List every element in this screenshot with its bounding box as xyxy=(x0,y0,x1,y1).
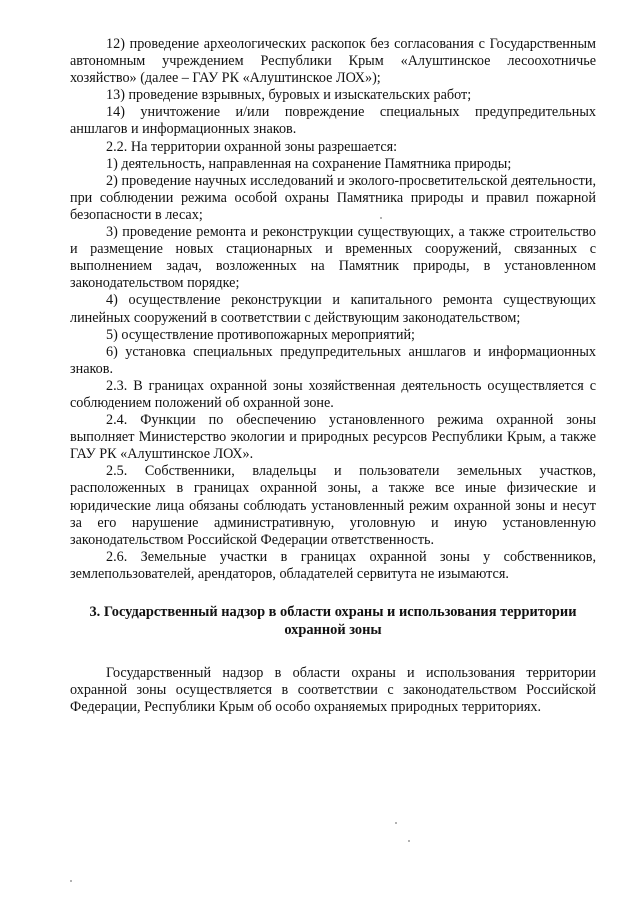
paragraph: 5) осуществление противопожарных мероприятий; xyxy=(106,326,415,343)
paragraph: 2.6. Земельные участки в границах охранной зоны у собственников, землепользователей, арендаторов, обладателей сервитута не изымаются. xyxy=(70,548,596,582)
scan-speck xyxy=(380,217,382,219)
spacer xyxy=(70,593,596,603)
section-paragraph: Государственный надзор в области охраны и использования территории охранной зоны осуществляется в соответствии с законодательством Российской Федерации, Республики Крым об особо охраняемых природных территориях. xyxy=(70,665,596,716)
scan-speck xyxy=(395,822,397,824)
paragraph: 6) установка специальных предупредительных аншлагов и информационных знаков. xyxy=(70,343,596,377)
paragraph: 2) проведение научных исследований и эколого-просветительской деятельности, при соблюдении режима особой охраны Памятника природы и правил пожарной безопасности в лесах; xyxy=(70,172,596,223)
paragraph: 2.5. Собственники, владельцы и пользователи земельных участков, расположенных в границах охранной зоны, а также все иные физические и юридические лица обязаны соблюдать установленный режим охранной зоны и несут за его нарушение административную, уголовную и иную установленную законодательством Российской Федерации ответственность. xyxy=(70,463,596,548)
paragraph: 4) осуществление реконструкции и капитального ремонта существующих линейных сооружений в соответствии с действующим законодательством; xyxy=(70,292,596,326)
paragraph: 13) проведение взрывных, буровых и изыскательских работ; xyxy=(106,87,472,104)
paragraph: 1) деятельность, направленная на сохранение Памятника природы; xyxy=(106,155,512,172)
section-heading: 3. Государственный надзор в области охраны и использования территории охранной зоны xyxy=(89,604,577,638)
paragraph: 12) проведение археологических раскопок без согласования с Государственным автономным учреждением Республики Крым «Алуштинское лесоохотничье хозяйство» (далее – ГАУ РК «Алуштинское ЛОХ»); xyxy=(70,36,596,87)
scan-speck xyxy=(70,880,72,882)
document-body xyxy=(70,36,596,716)
paragraph: 2.3. В границах охранной зоны хозяйственная деятельность осуществляется с соблюдением положений об охранной зоне. xyxy=(70,377,596,411)
spacer xyxy=(70,639,596,665)
paragraph: 2.2. На территории охранной зоны разрешается: xyxy=(106,138,398,155)
paragraph: 3) проведение ремонта и реконструкции существующих, а также строительство и размещение новых стационарных и временных сооружений, связанных с выполнением задач, возложенных на Памятник природы, в установленном законодательством порядке; xyxy=(70,224,596,292)
spacer xyxy=(70,583,596,593)
scan-speck xyxy=(408,840,410,842)
paragraph: 14) уничтожение и/или повреждение специальных предупредительных аншлагов и информационных знаков. xyxy=(70,104,596,138)
paragraph: 2.4. Функции по обеспечению установленного режима охранной зоны выполняет Министерство экологии и природных ресурсов Республики Крым, а также ГАУ РК «Алуштинское ЛОХ». xyxy=(70,412,596,463)
